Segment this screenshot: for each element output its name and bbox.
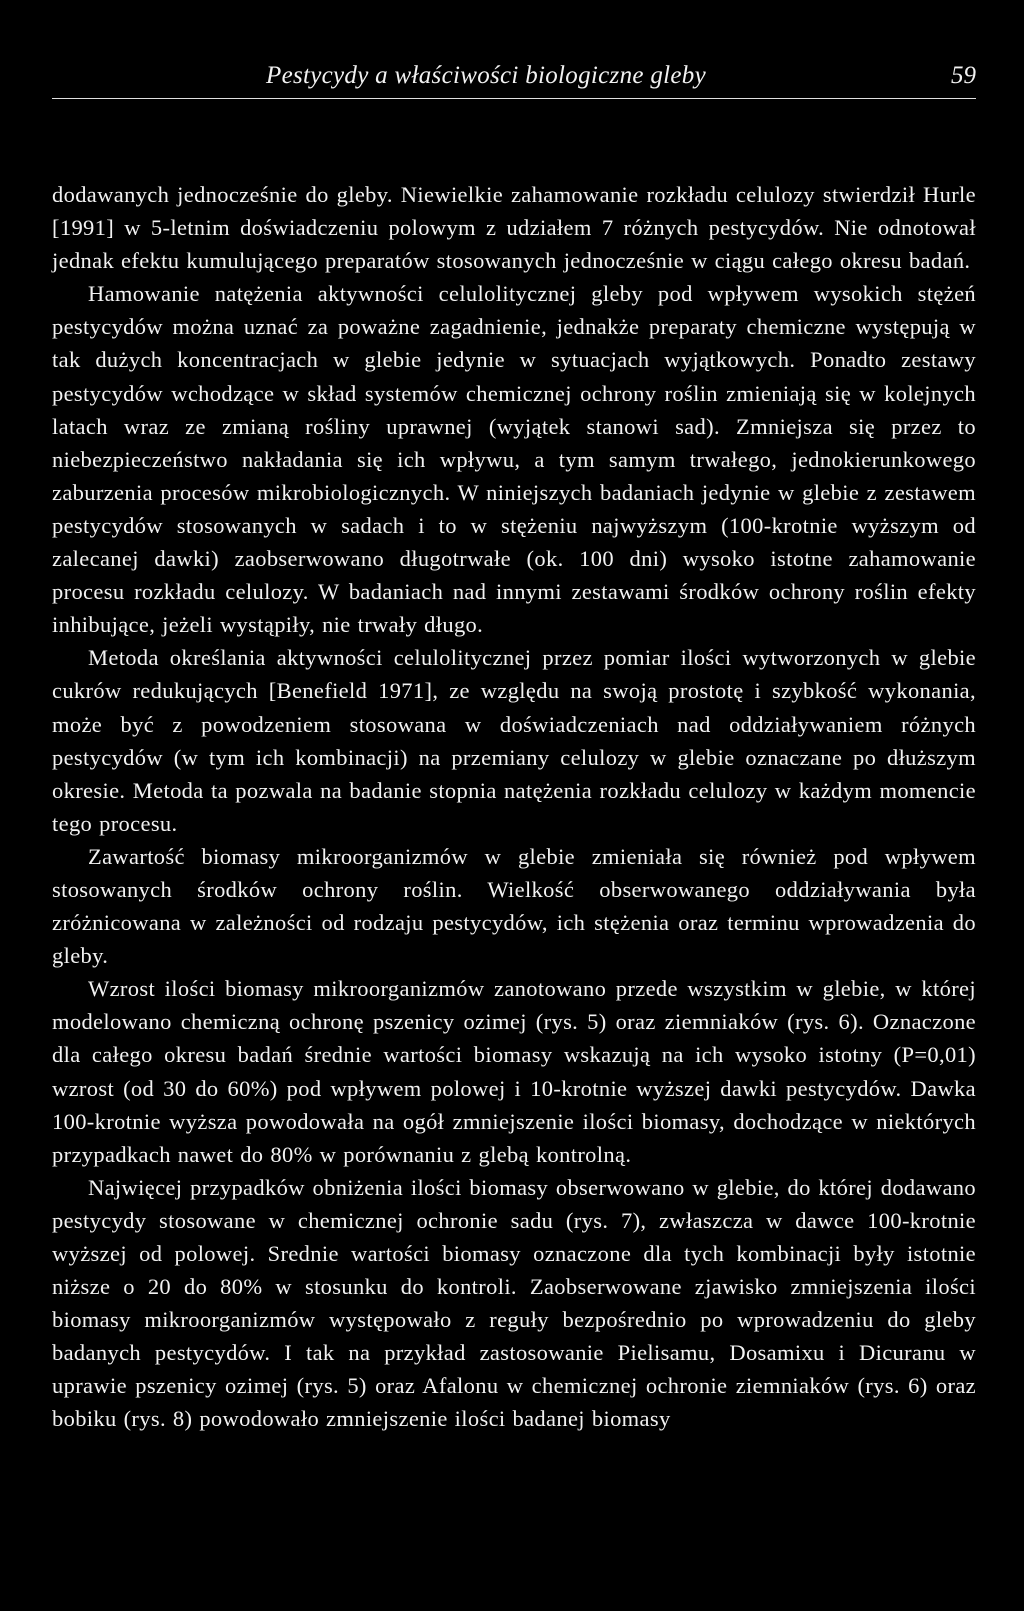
paragraph-1: dodawanych jednocześnie do gleby. Niewielkie zahamowanie rozkładu celulozy stwierdził Hurle [1991] w 5-letnim doświadczeniu polowym z udziałem 7 różnych pestycydów. Nie odnotował jednak efektu kumulującego preparatów stosowanych jednocześnie w ciągu całego okresu badań. — [52, 182, 976, 274]
running-header — [52, 60, 976, 99]
document-page — [52, 60, 976, 1432]
header-title: Pestycydy a właściwości biologiczne gleby — [266, 62, 706, 89]
paragraph-4: Zawartość biomasy mikroorganizmów w glebie zmieniała się również pod wpływem stosowanych środków ochrony roślin. Wielkość obserwowanego oddziaływania była zróżnicowana w zależności od rodzaju pestycydów, ich stężenia oraz terminu wprowadzenia do gleby. — [52, 843, 976, 969]
page-number: 59 — [951, 62, 976, 89]
paragraph-3: Metoda określania aktywności celulolitycznej przez pomiar ilości wytworzonych w glebie cukrów redukujących [Benefield 1971], ze względu na swoją prostotę i szybkość wykonania, może być z powodzeniem stosowana w doświadczeniach nad oddziaływaniem różnych pestycydów (w tym ich kombinacji) na przemiany celulozy w glebie oznaczane po dłuższym okresie. Metoda ta pozwala na badanie stopnia natężenia rozkładu celulozy w każdym momencie tego procesu. — [52, 645, 976, 836]
paragraph-5: Wzrost ilości biomasy mikroorganizmów zanotowano przede wszystkim w glebie, w której modelowano chemiczną ochronę pszenicy ozimej (rys. 5) oraz ziemniaków (rys. 6). Oznaczone dla całego okresu badań średnie wartości biomasy wskazują na ich wysoko istotny (P=0,01) wzrost (od 30 do 60%) pod wpływem polowej i 10-krotnie wyższej dawki pestycydów. Dawka 100-krotnie wyższa powodowała na ogół zmniejszenie ilości biomasy, dochodzące w niektórych przypadkach nawet do 80% w porównaniu z glebą kontrolną. — [52, 976, 976, 1167]
paragraph-6: Najwięcej przypadków obniżenia ilości biomasy obserwowano w glebie, do której dodawano pestycydy stosowane w chemicznej ochronie sadu (rys. 7), zwłaszcza w dawce 100-krotnie wyższej od polowej. Srednie wartości biomasy oznaczone dla tych kombinacji były istotnie niższe o 20 do 80% w stosunku do kontroli. Zaobserwowane zjawisko zmniejszenia ilości biomasy mikroorganizmów występowało z reguły bezpośrednio po wprowadzeniu do gleby badanych pestycydów. I tak na przykład zastosowanie Pielisamu, Dosamixu i Dicuranu w uprawie pszenicy ozimej (rys. 5) oraz Afalonu w chemicznej ochronie ziemniaków (rys. 6) oraz bobiku (rys. 8) powodowało zmniejszenie ilości badanej biomasy — [52, 1174, 976, 1432]
body-text — [52, 178, 976, 1436]
paragraph-2: Hamowanie natężenia aktywności celulolitycznej gleby pod wpływem wysokich stężeń pestycydów można uznać za poważne zagadnienie, jednakże preparaty chemiczne występują w tak dużych koncentracjach w glebie jedynie w sytuacjach wyjątkowych. Ponadto zestawy pestycydów wchodzące w skład systemów chemicznej ochrony roślin zmieniają się w kolejnych latach wraz ze zmianą rośliny uprawnej (wyjątek stanowi sad). Zmniejsza się przez to niebezpieczeństwo nakładania się ich wpływu, a tym samym trwałego, jednokierunkowego zaburzenia procesów mikrobiologicznych. W niniejszych badaniach jedynie w glebie z zestawem pestycydów stosowanych w sadach i to w stężeniu najwyższym (100-krotnie wyższym od zalecanej dawki) zaobserwowano długotrwałe (ok. 100 dni) wysoko istotne zahamowanie procesu rozkładu celulozy. W badaniach nad innymi zestawami środków ochrony roślin efekty inhibujące, jeżeli wystąpiły, nie trwały długo. — [52, 281, 976, 638]
